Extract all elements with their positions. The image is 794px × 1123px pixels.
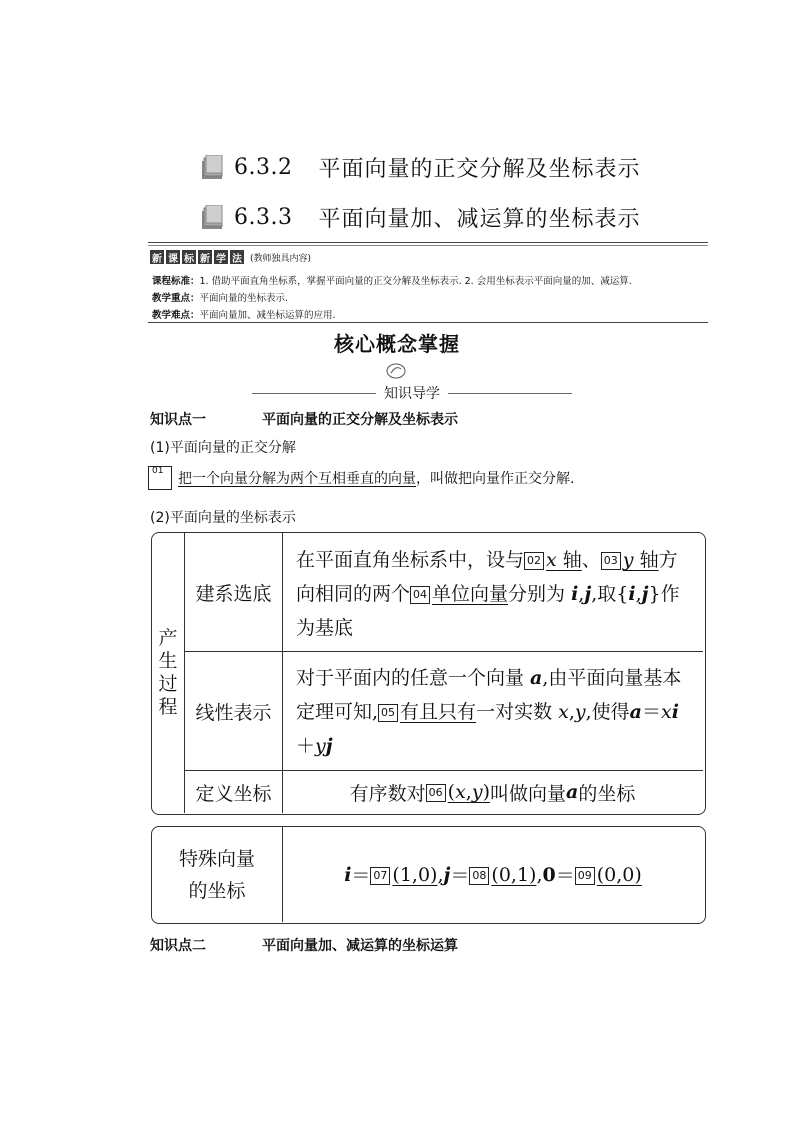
standard-line [152, 307, 336, 321]
kp-label: 知识点二 [150, 938, 206, 954]
standard-text: 平面向量加、减坐标运算的应用. [199, 310, 336, 321]
row-content: 对于平面内的任意一个向量 a,由平面向量基本定理可知, 05 有且只有一对实数 x,y,使得a＝xi＋yj [296, 667, 682, 757]
subheading: (2)平面向量的坐标表示 [150, 510, 296, 526]
row-content: 有序数对 06 (x,y) 叫做向量 a 的坐标 [349, 781, 636, 805]
badge-char: 法 [230, 250, 244, 264]
standard-label: 课程标准： [152, 276, 200, 287]
row-divider [282, 651, 703, 652]
number-box: 01 [148, 466, 172, 490]
badge-char: 新 [198, 250, 212, 264]
row-label: 定义坐标 [185, 771, 283, 813]
special-label-line: 特殊向量 [178, 847, 255, 870]
row-label: 建系选底 [185, 533, 283, 652]
kp-label: 知识点一 [150, 412, 206, 428]
book-icon [200, 155, 224, 181]
standard-text: 1. 借助平面直角坐标系，掌握平面向量的正交分解及坐标表示. 2. 会用坐标表示平面向量的加、减运算. [199, 276, 632, 287]
standard-label: 教学难点： [152, 310, 200, 321]
title-text: 平面向量的正交分解及坐标表示 [318, 157, 641, 182]
row-content: 在平面直角坐标系中，设与 02 x 轴、 03 y 轴方向相同的两个 04 单位向量分别为 i,j,取{i,j}作为基底 [296, 549, 680, 639]
standard-label: 教学重点： [152, 293, 200, 304]
guide-line [448, 393, 572, 394]
divider [148, 322, 708, 323]
divider [148, 242, 708, 243]
standard-line [152, 290, 288, 304]
title-number: 6.3.2 [234, 155, 293, 180]
badge-char: 课 [166, 250, 180, 264]
row-label: 线性表示 [185, 652, 283, 771]
book-icon [200, 205, 224, 231]
special-content: i ＝ 07 (1,0) , j ＝ 08 (0,1) , 0 ＝ 09 (0,0) [344, 863, 642, 887]
divider [148, 245, 708, 246]
knowledge-point-1 [150, 409, 458, 429]
special-label [152, 827, 283, 922]
title-number: 6.3.3 [234, 205, 293, 230]
knowledge-point-2 [150, 935, 458, 955]
guide-heading [252, 383, 572, 403]
subheading: (1)平面向量的正交分解 [150, 440, 296, 456]
title-text: 平面向量加、减运算的坐标表示 [318, 207, 641, 232]
standard-line [152, 273, 632, 287]
leaf-ornament-icon [385, 362, 407, 380]
badge-char: 新 [150, 250, 164, 264]
curriculum-badge [150, 250, 311, 264]
group-char: 程 [158, 696, 178, 718]
guide-line [252, 393, 376, 394]
group-char: 产 [158, 627, 178, 649]
kp-title: 平面向量加、减运算的坐标运算 [262, 938, 458, 954]
group-cell [152, 533, 185, 813]
guide-label: 知识导学 [384, 386, 440, 402]
title-row-1 [200, 152, 641, 183]
item-rest: ，叫做把向量作正交分解. [416, 471, 575, 487]
item-underlined: 把一个向量分解为两个互相垂直的向量 [178, 471, 416, 487]
kp-title: 平面向量的正交分解及坐标表示 [262, 412, 458, 428]
badge-note: (教师独具内容) [250, 253, 312, 264]
badge-char: 学 [214, 250, 228, 264]
section-heading: 核心概念掌握 [334, 332, 460, 356]
group-char: 生 [158, 650, 178, 672]
title-row-2 [200, 202, 641, 233]
item-01 [148, 466, 574, 490]
badge-char: 标 [182, 250, 196, 264]
group-char: 过 [158, 673, 178, 695]
special-label-line: 的坐标 [188, 879, 246, 902]
standard-text: 平面向量的坐标表示. [199, 293, 289, 304]
